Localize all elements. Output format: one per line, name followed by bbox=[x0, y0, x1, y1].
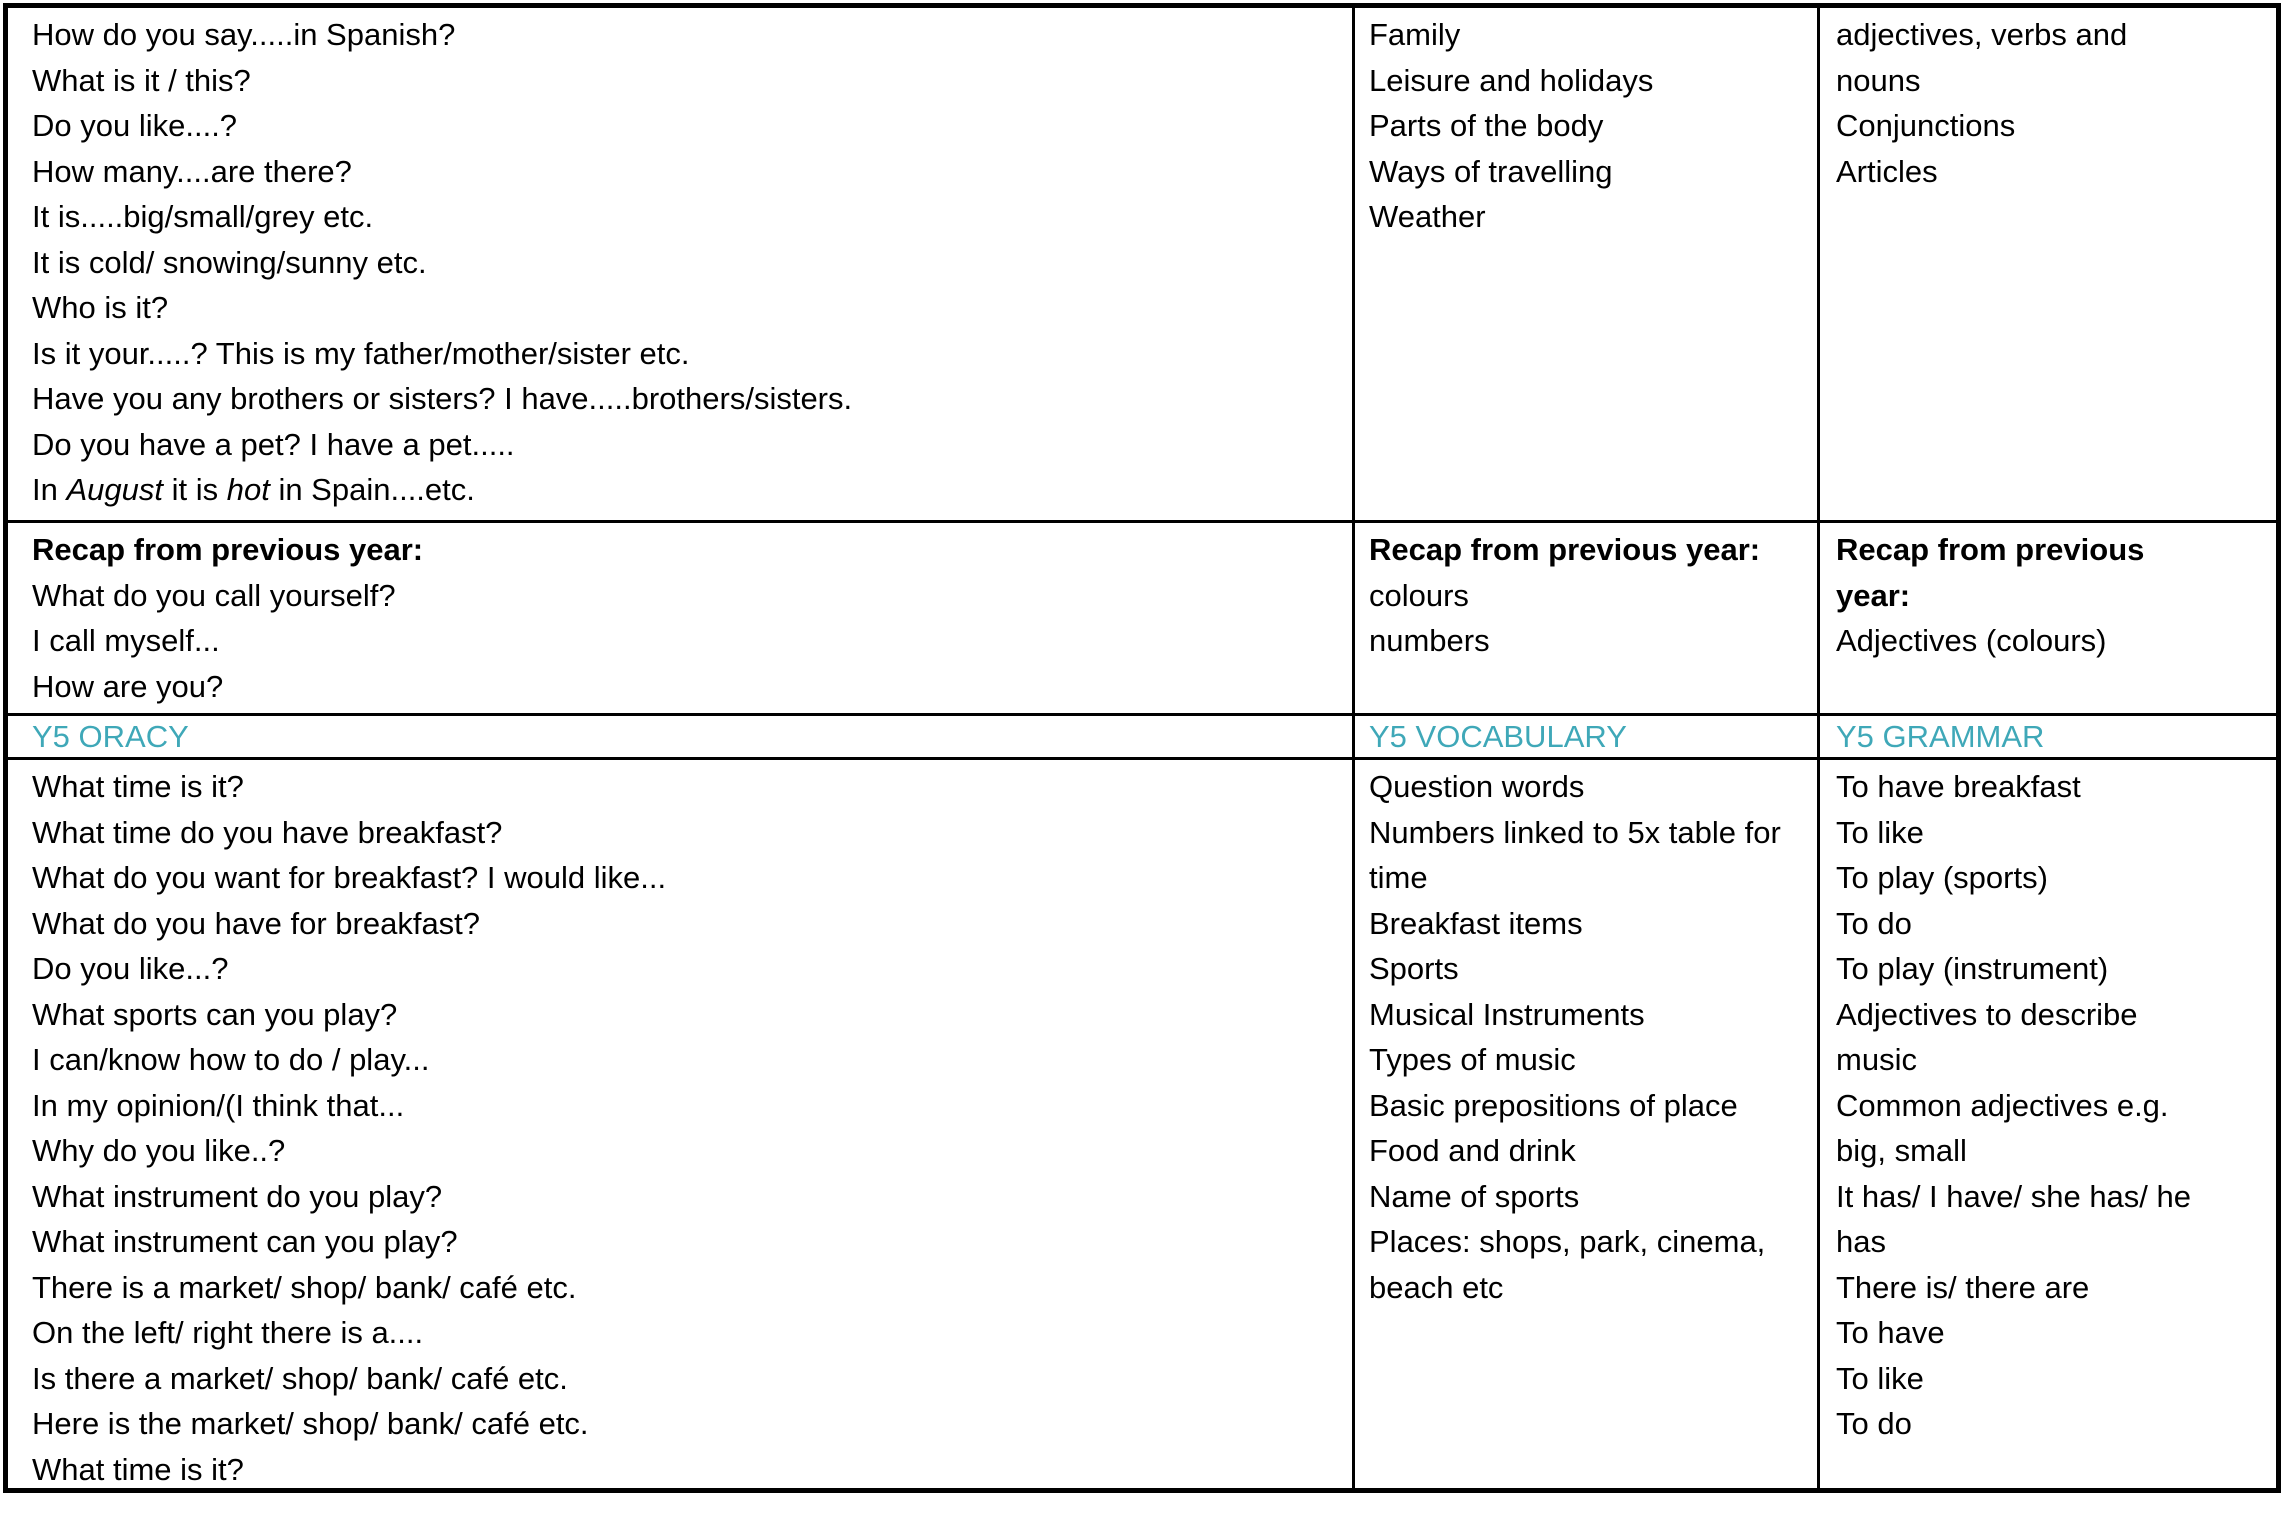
text-line: There is a market/ shop/ bank/ café etc. bbox=[32, 1269, 577, 1305]
cell-grammar-previous bbox=[1817, 8, 2270, 520]
cell-header-grammar bbox=[1817, 716, 2270, 757]
text-line-with-italics bbox=[32, 467, 1342, 513]
text-line: It is.....big/small/grey etc. bbox=[32, 199, 374, 234]
text-line: Leisure and holidays bbox=[1369, 62, 1654, 98]
text-line: How do you say.....in Spanish? bbox=[32, 17, 456, 52]
text-line: How are you? bbox=[32, 668, 224, 704]
text-line: There is/ there are bbox=[1836, 1269, 2090, 1305]
cell-oracy-y5 bbox=[8, 760, 1352, 1488]
cell-grammar-y5 bbox=[1817, 760, 2270, 1488]
text-line: Types of music bbox=[1369, 1042, 1576, 1077]
text-line: Is it your.....? This is my father/mother/sister etc. bbox=[32, 335, 690, 371]
text-line: On the left/ right there is a.... bbox=[32, 1315, 424, 1350]
text-line: Do you like...? bbox=[32, 951, 229, 986]
text-line: To play (sports) bbox=[1836, 860, 2048, 895]
text-line: To have breakfast bbox=[1836, 769, 2081, 804]
text-line: Basic prepositions of place bbox=[1369, 1087, 1738, 1123]
text-segment: it is bbox=[162, 472, 227, 507]
text-line: Ways of travelling bbox=[1369, 153, 1613, 189]
text-line: I call myself... bbox=[32, 623, 220, 658]
text-line: Do you have a pet? I have a pet..... bbox=[32, 426, 515, 462]
text-line: What time is it? bbox=[32, 769, 244, 804]
text-line: Numbers linked to 5x table for time bbox=[1369, 814, 1781, 895]
text-line: Weather bbox=[1369, 199, 1486, 234]
section-header-grammar: Y5 GRAMMAR bbox=[1836, 719, 2045, 754]
text-line: numbers bbox=[1369, 623, 1490, 658]
text-line: What instrument do you play? bbox=[32, 1178, 443, 1214]
text-line: To do bbox=[1836, 1406, 1912, 1441]
row-previous-content bbox=[8, 8, 2276, 520]
text-line: Articles bbox=[1836, 153, 1938, 189]
text-line: What time is it? bbox=[32, 1451, 244, 1487]
text-line: In my opinion/(I think that... bbox=[32, 1087, 405, 1123]
cell-grammar-recap bbox=[1817, 523, 2270, 713]
cell-vocabulary-y5 bbox=[1352, 760, 1817, 1488]
text-line: Adjectives (colours) bbox=[1836, 623, 2107, 658]
text-line: What do you call yourself? bbox=[32, 577, 396, 613]
text-line: What is it / this? bbox=[32, 62, 251, 98]
cell-header-oracy bbox=[8, 716, 1352, 757]
cell-header-vocabulary bbox=[1352, 716, 1817, 757]
text-line: To like bbox=[1836, 1360, 1924, 1396]
row-y5-headers bbox=[8, 713, 2276, 757]
curriculum-table bbox=[3, 3, 2281, 1493]
text-line: adjectives, verbs and nouns bbox=[1836, 17, 2128, 98]
text-line: What do you want for breakfast? I would like... bbox=[32, 860, 667, 895]
text-line: Family bbox=[1369, 17, 1461, 52]
text-line: Do you like....? bbox=[32, 108, 238, 143]
text-line: Name of sports bbox=[1369, 1178, 1580, 1214]
cell-oracy-recap bbox=[8, 523, 1352, 713]
row-recap bbox=[8, 520, 2276, 713]
cell-vocabulary-previous bbox=[1352, 8, 1817, 520]
text-line: Common adjectives e.g. big, small bbox=[1836, 1087, 2169, 1168]
text-line: Here is the market/ shop/ bank/ café etc. bbox=[32, 1406, 589, 1441]
text-line: What time do you have breakfast? bbox=[32, 814, 503, 850]
text-line: Places: shops, park, cinema, beach etc bbox=[1369, 1224, 1766, 1305]
text-line: To play (instrument) bbox=[1836, 951, 2109, 986]
cell-oracy-previous bbox=[8, 8, 1352, 520]
text-line: To like bbox=[1836, 814, 1924, 850]
text-segment: In bbox=[32, 472, 67, 507]
section-header-vocabulary: Y5 VOCABULARY bbox=[1369, 719, 1627, 754]
text-segment-italic: hot bbox=[226, 472, 270, 507]
text-line: It is cold/ snowing/sunny etc. bbox=[32, 244, 427, 280]
recap-heading: Recap from previous year: bbox=[32, 532, 424, 567]
text-line: To have bbox=[1836, 1315, 1945, 1350]
text-line: What instrument can you play? bbox=[32, 1224, 458, 1259]
text-line: Why do you like..? bbox=[32, 1133, 286, 1168]
text-line: What do you have for breakfast? bbox=[32, 905, 481, 941]
text-line: What sports can you play? bbox=[32, 996, 398, 1032]
text-line: Question words bbox=[1369, 769, 1585, 804]
text-line: It has/ I have/ she has/ he has bbox=[1836, 1178, 2192, 1259]
text-segment-italic: August bbox=[66, 472, 163, 507]
text-line: Breakfast items bbox=[1369, 905, 1583, 941]
text-line: Sports bbox=[1369, 951, 1459, 986]
recap-heading: Recap from previous year: bbox=[1836, 532, 2145, 613]
text-line: Who is it? bbox=[32, 290, 169, 325]
text-line: Musical Instruments bbox=[1369, 996, 1645, 1032]
text-line: Have you any brothers or sisters? I have.....brothers/sisters. bbox=[32, 381, 853, 416]
cell-vocabulary-recap bbox=[1352, 523, 1817, 713]
text-line: I can/know how to do / play... bbox=[32, 1042, 430, 1077]
text-line: Conjunctions bbox=[1836, 108, 2016, 143]
text-line: Adjectives to describe music bbox=[1836, 996, 2138, 1077]
section-header-oracy: Y5 ORACY bbox=[32, 719, 189, 754]
row-y5-content bbox=[8, 757, 2276, 1488]
text-line: How many....are there? bbox=[32, 153, 352, 189]
text-line: To do bbox=[1836, 905, 1912, 941]
recap-heading: Recap from previous year: bbox=[1369, 532, 1761, 567]
text-line: Is there a market/ shop/ bank/ café etc. bbox=[32, 1360, 568, 1396]
text-line: Food and drink bbox=[1369, 1133, 1576, 1168]
text-line: colours bbox=[1369, 577, 1469, 613]
text-line: Parts of the body bbox=[1369, 108, 1604, 143]
text-segment: in Spain....etc. bbox=[269, 472, 475, 507]
